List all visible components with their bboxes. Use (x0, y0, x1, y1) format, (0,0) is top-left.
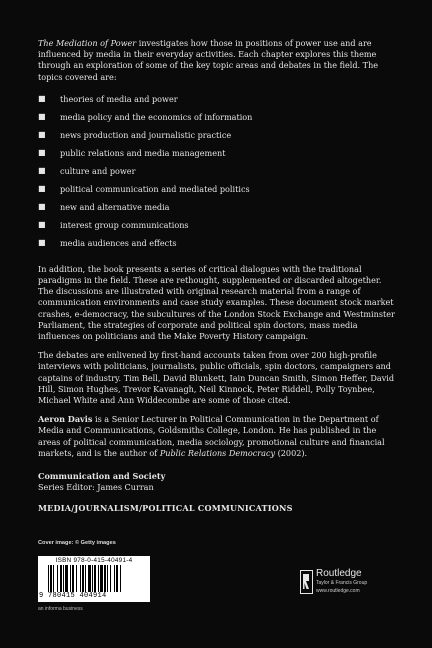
bullet-icon: ■ (38, 183, 46, 193)
topic-item (38, 234, 398, 252)
topic-label: media policy and the economics of information (60, 111, 253, 122)
topic-item (38, 108, 398, 126)
topic-item (38, 216, 398, 234)
topic-item (38, 90, 398, 108)
bullet-icon: ■ (38, 147, 46, 157)
intro-text: investigates how those in positions of power use and are influenced by media in their everyday activities. Each chapter explores this theme through an exploration of some of the key topic areas and debates in the field. The topics covered are: (38, 38, 379, 82)
series-info (38, 471, 398, 493)
topic-label: political communication and mediated politics (60, 183, 250, 194)
cover-credit: Cover image: © Getty images (38, 540, 116, 546)
topic-label: theories of media and power (60, 93, 178, 104)
barcode-icon (48, 565, 144, 592)
topic-item (38, 180, 398, 198)
paragraph-debates: The debates are enlivened by first-hand accounts taken from over 200 high-profile interviews with politicians, journalists, public officials, spin doctors, campaigners and captains of industry. Tim Bell, David Blunkett, Iain Duncan Smith, Simon Heffer, David Hill, Simon Hughes, Trevor Kavanagh, Neil Kinnock, Peter Riddell, Polly Toynbee, Michael White and Ann Widdecombe are some of those cited. (38, 350, 395, 406)
book-title: The Mediation of Power (38, 38, 137, 48)
topics-list (38, 90, 398, 252)
publisher-group: Taylor & Francis Group (316, 580, 368, 586)
bullet-icon: ■ (38, 93, 46, 103)
topic-label: media audiences and effects (60, 237, 177, 248)
series-editor: Series Editor: James Curran (38, 482, 154, 493)
blurb (38, 38, 398, 515)
bullet-icon: ■ (38, 165, 46, 175)
topic-label: news production and journalistic practice (60, 129, 232, 140)
series-name: Communication and Society (38, 471, 166, 482)
author-bio (38, 414, 398, 459)
publisher-name: Routledge (316, 568, 362, 579)
bullet-icon: ■ (38, 237, 46, 247)
topic-label: interest group communications (60, 219, 189, 230)
bullet-icon: ■ (38, 111, 46, 121)
topic-label: new and alternative media (60, 201, 170, 212)
author-name: Aeron Davis (38, 414, 93, 425)
topic-item (38, 162, 398, 180)
bullet-icon: ■ (38, 201, 46, 211)
author-bio-text: is a Senior Lecturer in Political Communication in the Department of Media and Communications, Goldsmiths College, London. He has published in the areas of political communication, media sociology, promotional culture and financial markets, and is the author of (38, 414, 385, 458)
paragraph-additional: In addition, the book presents a series of critical dialogues with the traditional paradigms in the field. These are rethought, supplemented or discarded altogether. The discussions are illustrated with original research material from a range of communication environments and case study examples. These document stock market crashes, e-democracy, the subcultures of the London Stock Exchange and Westminster Parliament, the strategies of corporate and political spin doctors, mass media influences on politicians and the Make Poverty History campaign. (38, 263, 395, 342)
routledge-logo-icon (300, 570, 313, 594)
author-book-title: Public Relations Democracy (159, 447, 276, 458)
topic-label: public relations and media management (60, 147, 226, 158)
topic-item (38, 126, 398, 144)
barcode-block (38, 556, 150, 602)
topic-item (38, 198, 398, 216)
publisher-url: www.routledge.com (316, 588, 360, 594)
topic-label: culture and power (60, 165, 136, 176)
informa-tagline: an informa business (38, 606, 83, 612)
topic-item (38, 144, 398, 162)
bullet-icon: ■ (38, 219, 46, 229)
intro-paragraph (38, 38, 398, 83)
publisher-logo (300, 568, 400, 600)
bullet-icon: ■ (38, 129, 46, 139)
subject-category: MEDIA/JOURNALISM/POLITICAL COMMUNICATIONS (38, 503, 293, 514)
isbn-label: ISBN 978-0-415-40491-4 (55, 557, 133, 564)
author-bio-end: (2002). (275, 447, 308, 458)
barcode-digits: 9 780415 404914 (39, 592, 107, 600)
